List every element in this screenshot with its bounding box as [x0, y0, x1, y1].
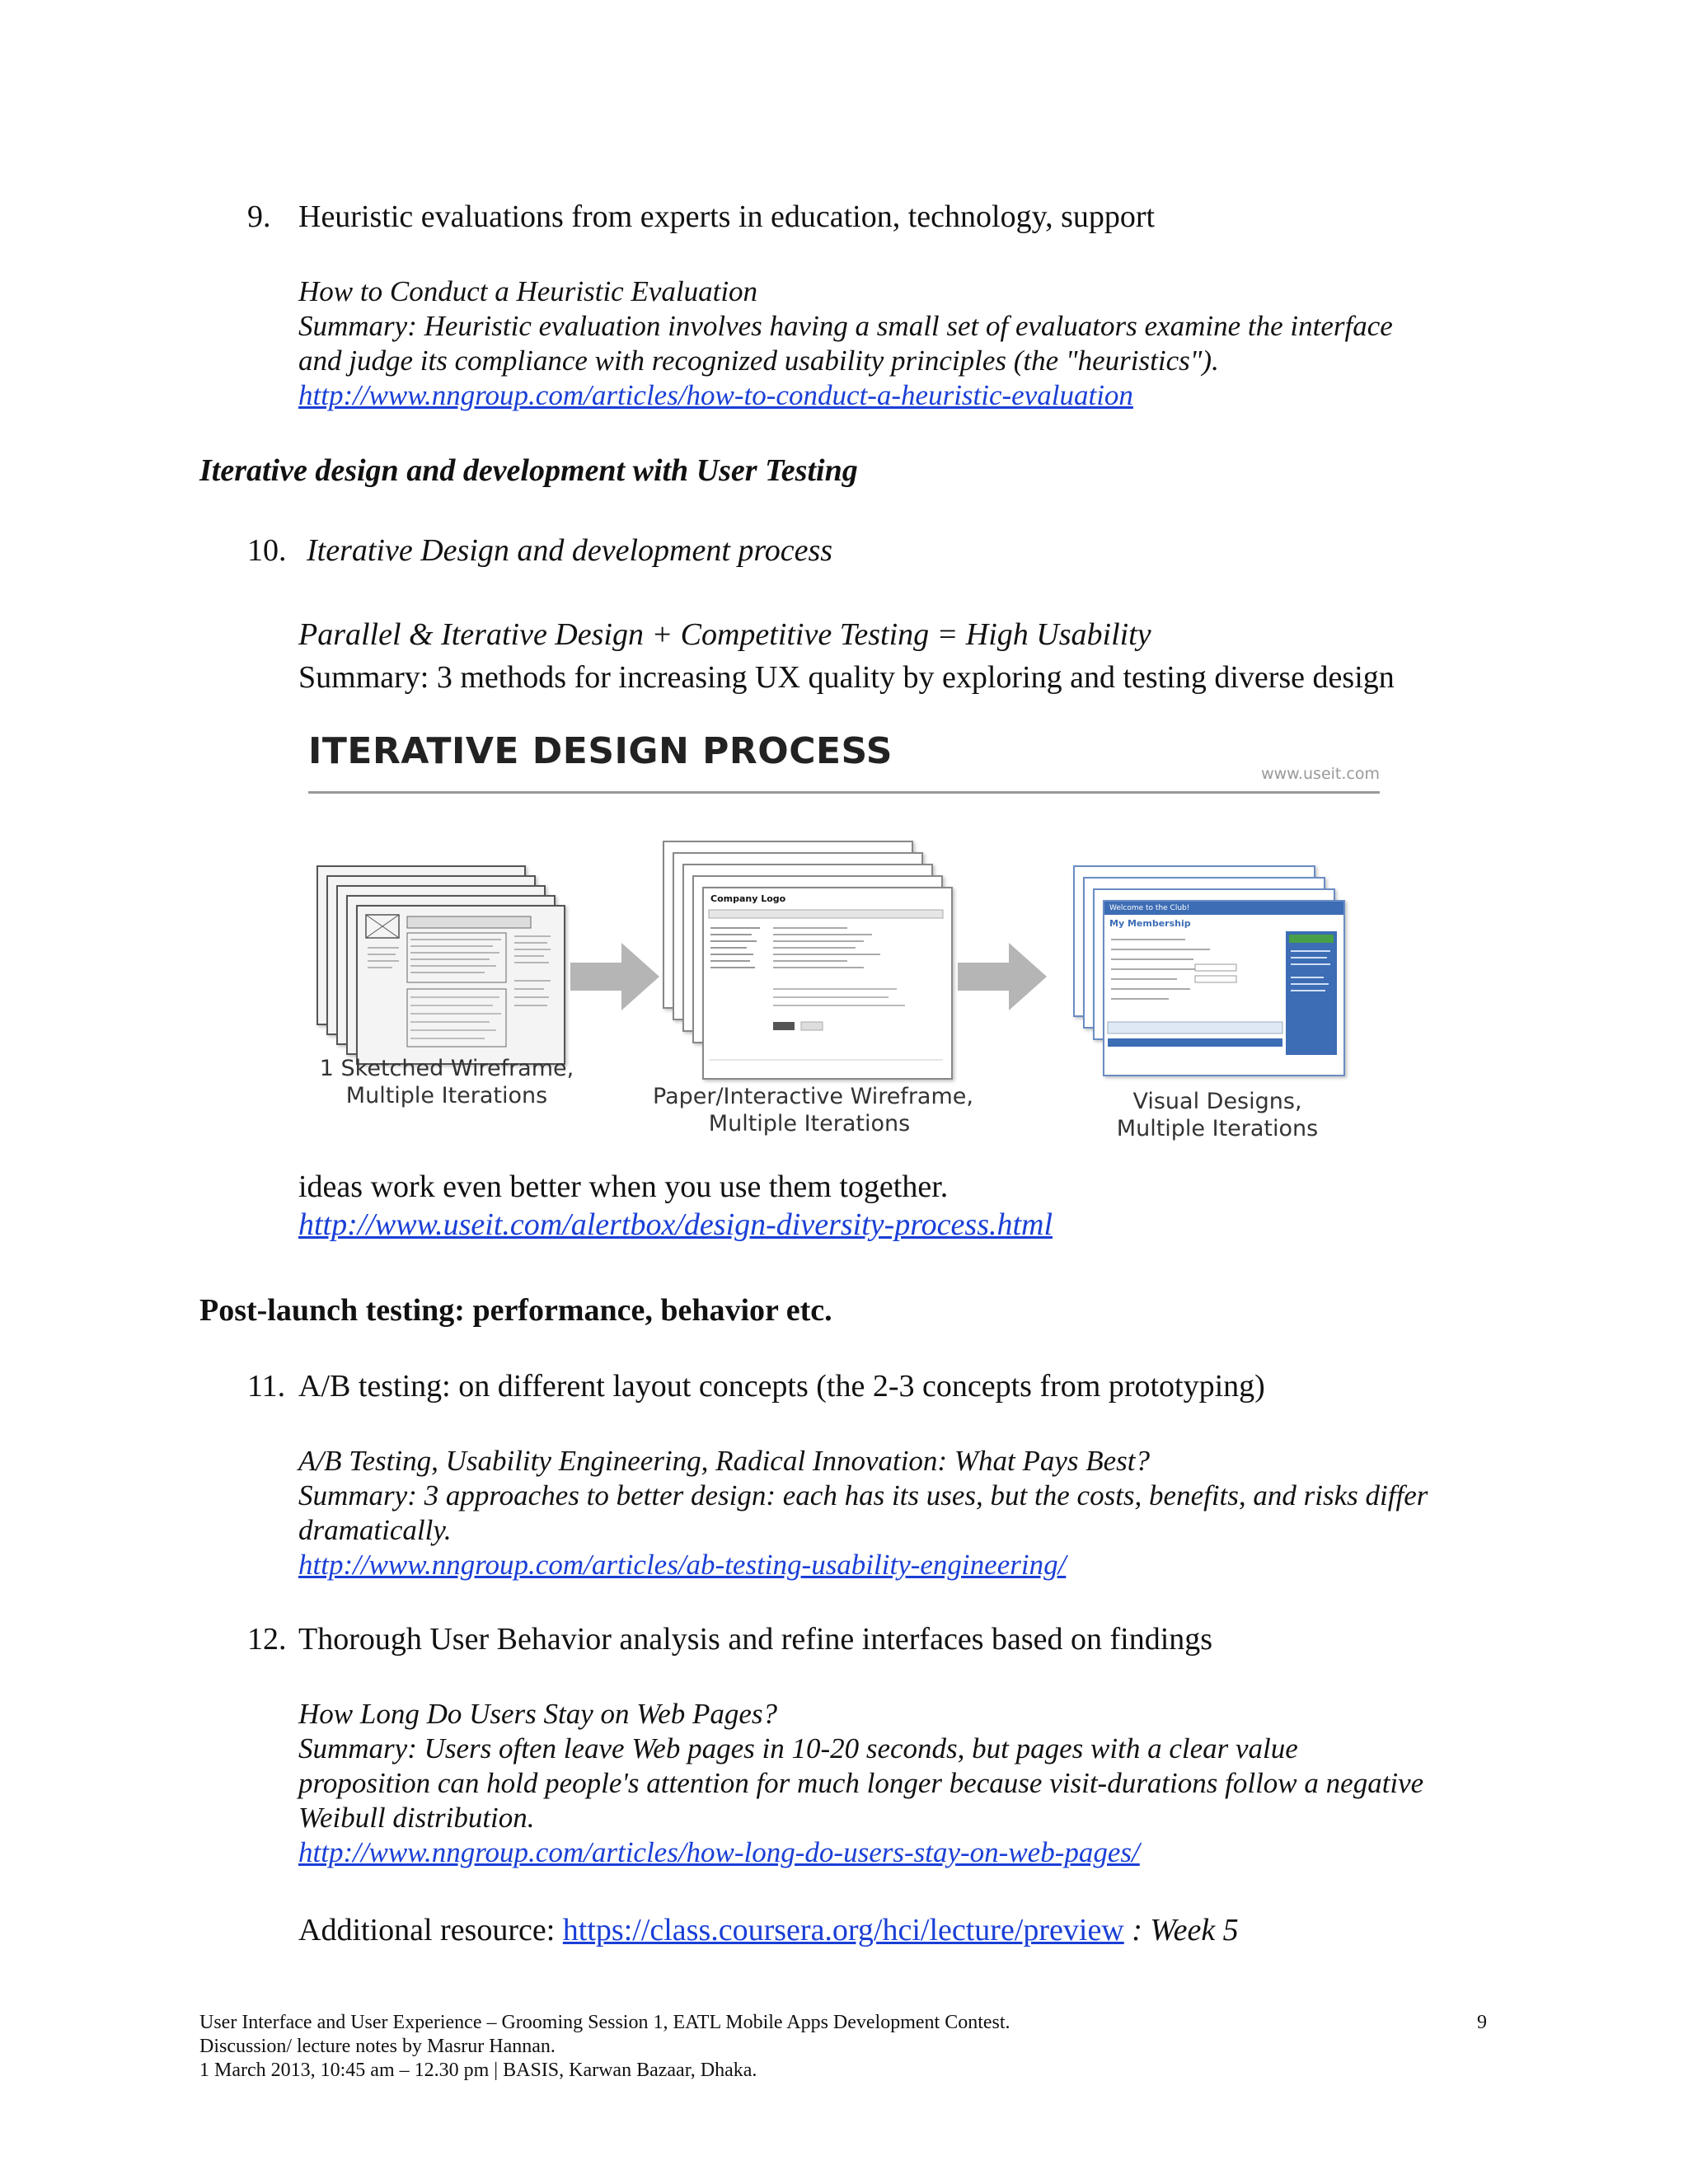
reference-summary-cont: and judge its compliance with recognized usability principles (the "heuristics"). [298, 344, 1219, 377]
reference-title: How Long Do Users Stay on Web Pages? [298, 1698, 778, 1730]
reference-summary-cont: Weibull distribution. [298, 1802, 535, 1834]
reference-link[interactable]: http://www.nngroup.com/articles/ab-testing-usability-engineering/ [298, 1549, 1067, 1581]
figure-divider [308, 791, 1380, 794]
reference-title: How to Conduct a Heuristic Evaluation [298, 275, 758, 307]
reference-summary-cont: dramatically. [298, 1514, 452, 1546]
caption-line: Visual Designs, [1132, 1089, 1302, 1114]
caption-line: Multiple Iterations [708, 1111, 911, 1137]
reference-summary-cont: proposition can hold people's attention for much longer because visit-durations follow a negative [298, 1767, 1424, 1799]
reference-link[interactable]: http://www.nngroup.com/articles/how-long-do-users-stay-on-web-pages/ [298, 1836, 1140, 1868]
list-number: 11. [247, 1369, 286, 1404]
list-number: 12. [247, 1622, 287, 1657]
reference-summary: Summary: Heuristic evaluation involves having a small set of evaluators examine the interface [298, 310, 1393, 342]
reference-summary: Summary: Users often leave Web pages in 10-20 seconds, but pages with a clear value [298, 1732, 1298, 1765]
visual-title: My Membership [1109, 918, 1191, 929]
visual-sheet-front [1103, 900, 1345, 1076]
additional-label: Additional resource: [298, 1913, 563, 1947]
sketch-drawing [358, 907, 560, 1060]
item-9 [247, 199, 271, 235]
item-10-text: Iterative Design and development process [307, 533, 833, 568]
item-11-text: A/B testing: on different layout concepts (the 2-3 concepts from prototyping) [298, 1369, 1265, 1404]
sketch-sheet-front [356, 905, 565, 1065]
reference-summary: Summary: 3 approaches to better design: each has its uses, but the costs, benefits, and risks differ [298, 1479, 1428, 1511]
visual-banner: Welcome to the Club! [1104, 902, 1343, 915]
wireframe-drawing [704, 907, 948, 1071]
stage-2-caption [653, 1083, 973, 1137]
list-number: 9. [247, 199, 271, 234]
arrow-right-icon [570, 940, 661, 1014]
additional-suffix: : Week 5 [1123, 1913, 1239, 1947]
stage-3-caption [1081, 1088, 1353, 1142]
item-12-text: Thorough User Behavior analysis and refine interfaces based on findings [298, 1622, 1213, 1657]
wireframe-sheet-front [702, 887, 953, 1080]
figure-source: www.useit.com [1261, 765, 1380, 783]
reference-summary-cont: ideas work even better when you use them together. [298, 1169, 949, 1204]
stage-1-caption [298, 1055, 595, 1109]
wireframe-logo: Company Logo [710, 893, 786, 904]
iterative-design-figure [298, 717, 1386, 1162]
arrow-right-icon [958, 940, 1048, 1014]
list-number: 10. [247, 533, 287, 568]
visual-drawing [1104, 931, 1340, 1071]
caption-line: Multiple Iterations [345, 1083, 548, 1108]
reference-summary: Summary: 3 methods for increasing UX quality by exploring and testing diverse design [298, 660, 1395, 695]
section-heading: Post-launch testing: performance, behavior etc. [199, 1293, 832, 1328]
reference-title: A/B Testing, Usability Engineering, Radical Innovation: What Pays Best? [298, 1445, 1151, 1477]
caption-line: Paper/Interactive Wireframe, [653, 1084, 973, 1109]
footer-line: 1 March 2013, 10:45 am – 12.30 pm | BASIS, Karwan Bazaar, Dhaka. [199, 2060, 757, 2081]
item-9-text: Heuristic evaluations from experts in education, technology, support [298, 199, 1156, 234]
caption-line: Multiple Iterations [1116, 1116, 1319, 1141]
additional-resource [298, 1912, 1239, 1948]
section-heading: Iterative design and development with User Testing [199, 453, 858, 488]
reference-title: Parallel & Iterative Design + Competitive Testing = High Usability [298, 617, 1151, 652]
coursera-link[interactable]: https://class.coursera.org/hci/lecture/preview [562, 1913, 1124, 1947]
figure-title: ITERATIVE DESIGN PROCESS [308, 730, 893, 772]
caption-line: 1 Sketched Wireframe, [319, 1056, 574, 1081]
footer-line: User Interface and User Experience – Grooming Session 1, EATL Mobile Apps Development Contest. [199, 2012, 1010, 2033]
page-number: 9 [1477, 2012, 1487, 2033]
footer-line: Discussion/ lecture notes by Masrur Hannan. [199, 2036, 556, 2057]
reference-link[interactable]: http://www.nngroup.com/articles/how-to-conduct-a-heuristic-evaluation [298, 379, 1133, 411]
reference-link[interactable]: http://www.useit.com/alertbox/design-diversity-process.html [298, 1207, 1053, 1242]
